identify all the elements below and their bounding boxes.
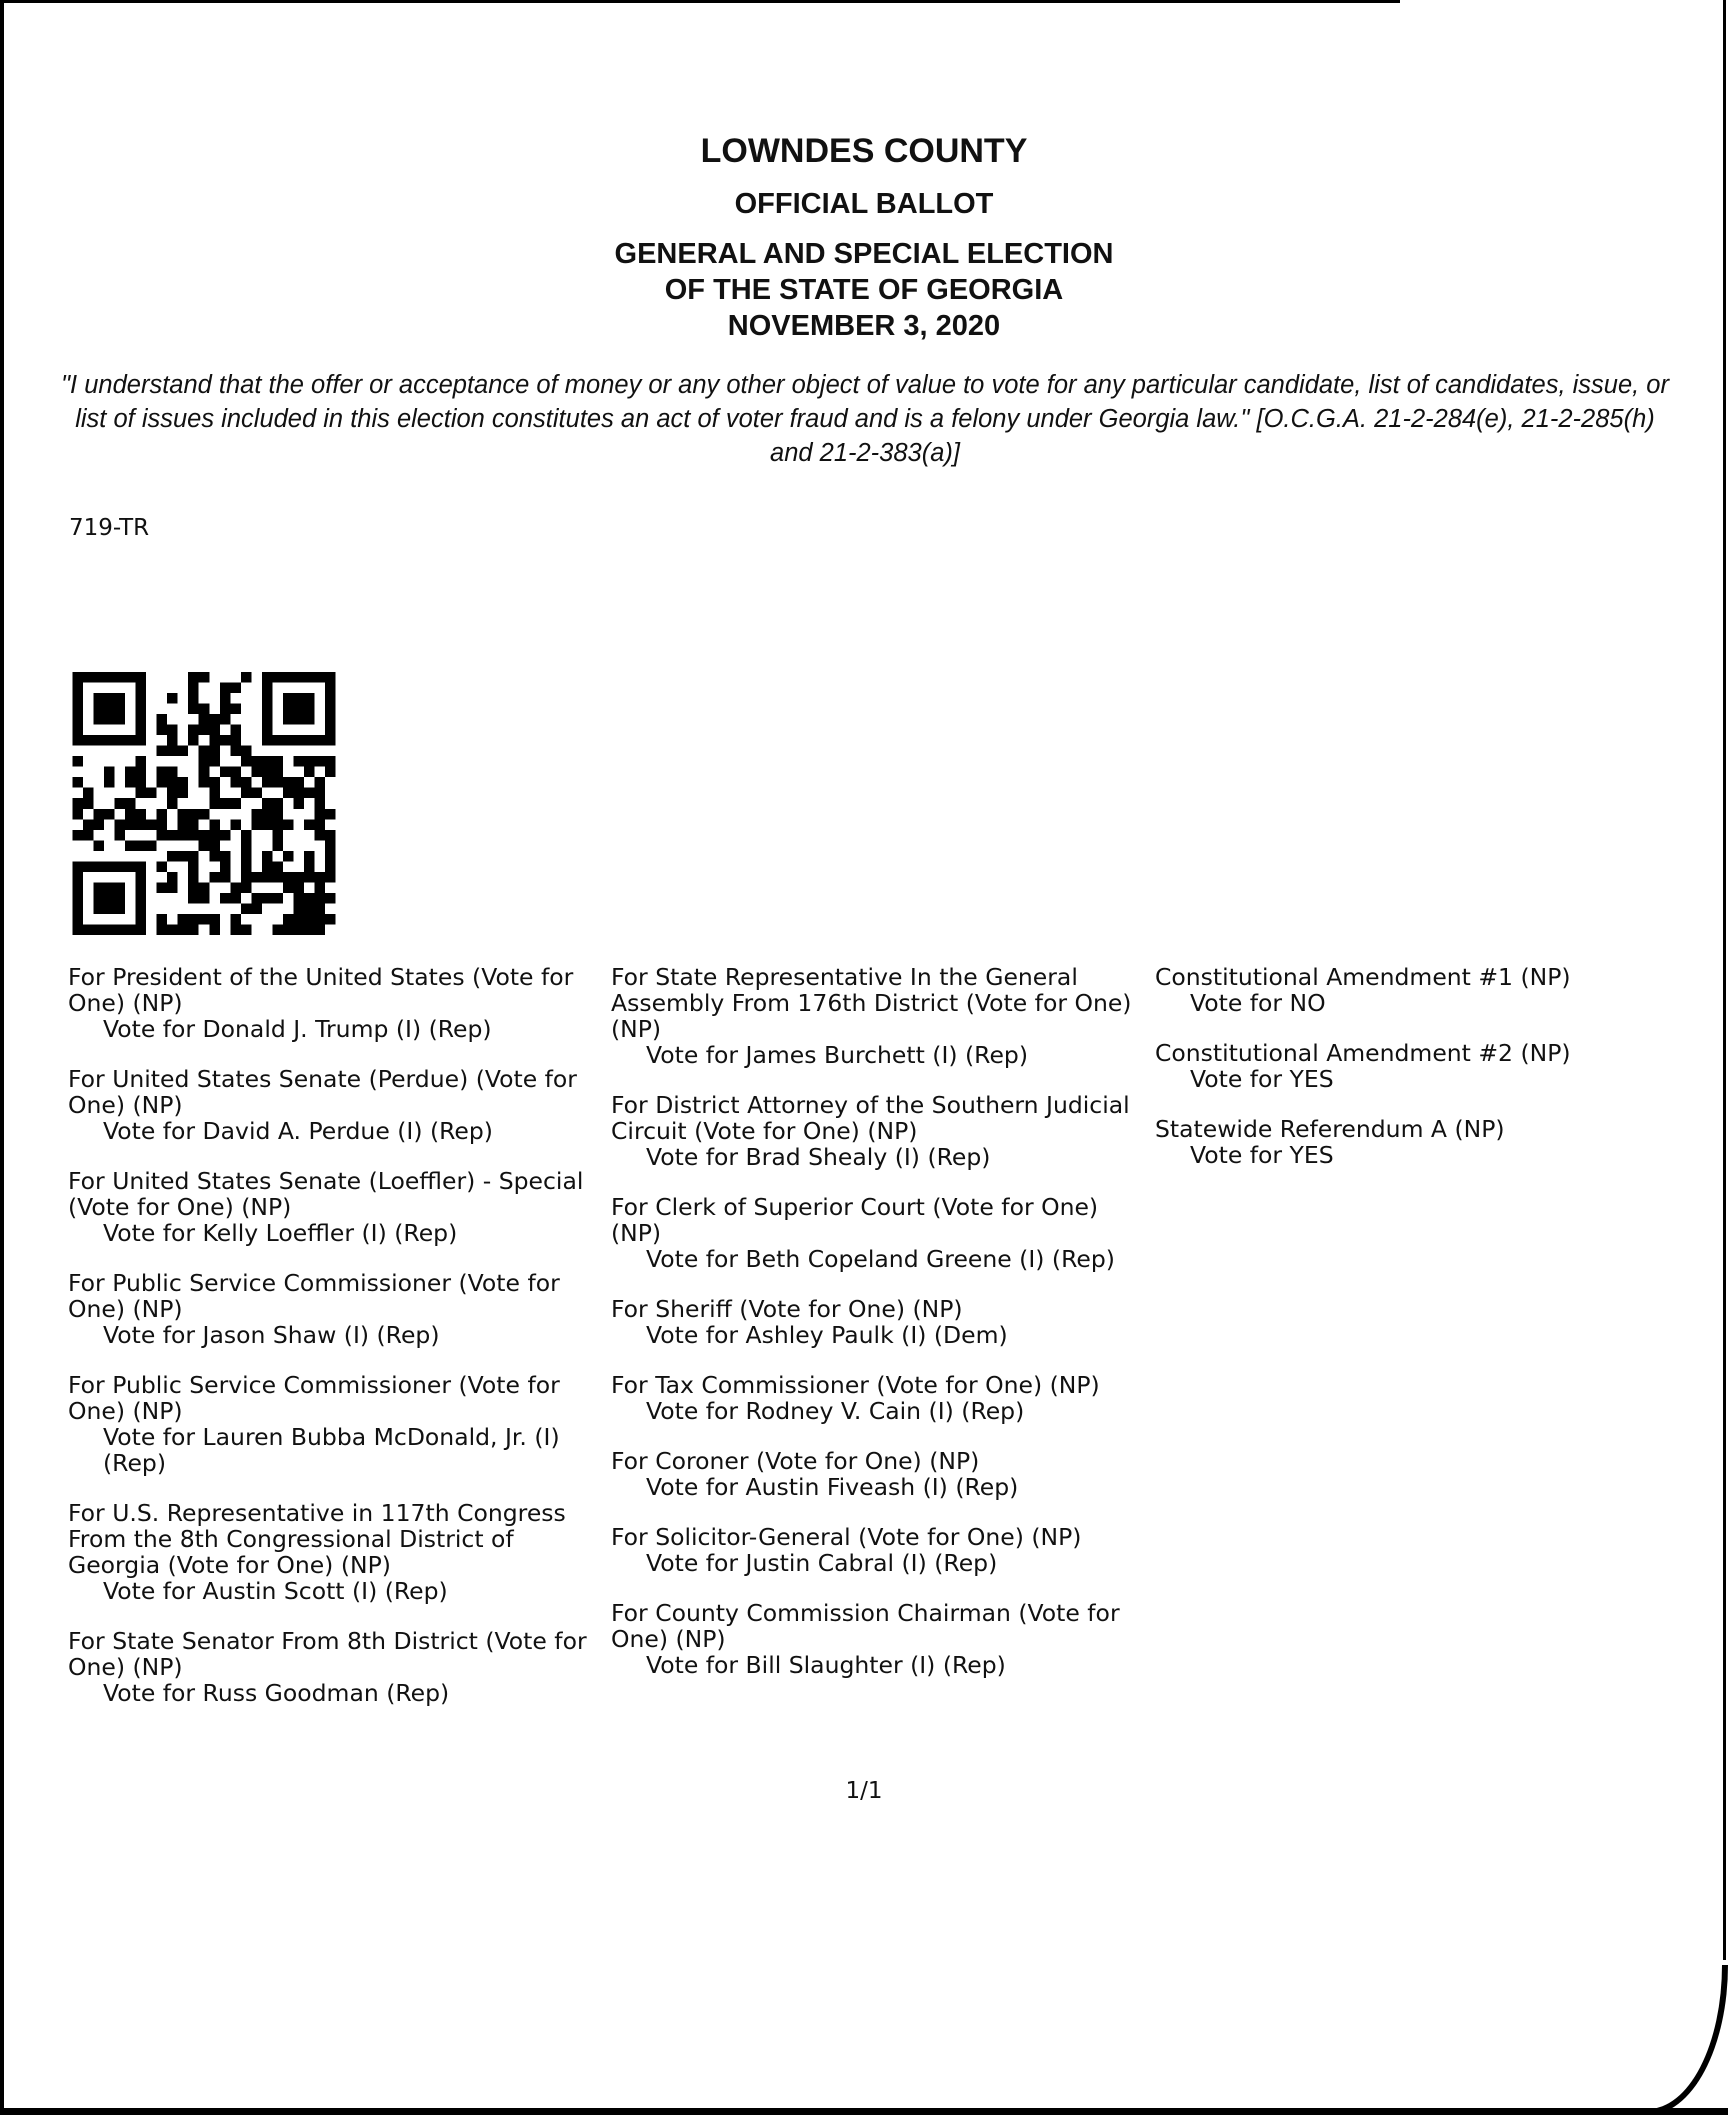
contest-selection: Vote for Kelly Loeffler (I) (Rep) [103, 1219, 458, 1247]
contest-block [68, 1066, 608, 1144]
contest-block [1155, 1040, 1675, 1092]
contest-selection: Vote for Beth Copeland Greene (I) (Rep) [646, 1245, 1115, 1273]
contest-title: For District Attorney of the Southern Judicial Circuit (Vote for One) (NP) [611, 1091, 1130, 1145]
contest-title: For Public Service Commissioner (Vote for One) (NP) [68, 1371, 560, 1425]
contest-selection: Vote for Bill Slaughter (I) (Rep) [646, 1651, 1006, 1679]
contest-block [611, 1600, 1151, 1678]
contest-title: For President of the United States (Vote for One) (NP) [68, 963, 574, 1017]
contest-selection: Vote for Brad Shealy (I) (Rep) [646, 1143, 991, 1171]
contest-title: For United States Senate (Loeffler) - Special (Vote for One) (NP) [68, 1167, 584, 1221]
contest-selection: Vote for NO [1190, 989, 1326, 1017]
contest-block [68, 1372, 608, 1476]
contest-selection: Vote for Jason Shaw (I) (Rep) [103, 1321, 440, 1349]
contest-selection: Vote for YES [1190, 1141, 1334, 1169]
contest-block [611, 1372, 1151, 1424]
contest-selection: Vote for Justin Cabral (I) (Rep) [646, 1549, 998, 1577]
election-date: NOVEMBER 3, 2020 [727, 310, 1001, 342]
contest-title: Statewide Referendum A (NP) [1155, 1115, 1505, 1143]
contest-block [611, 1448, 1151, 1500]
contest-title: For Public Service Commissioner (Vote for One) (NP) [68, 1269, 560, 1323]
contest-title: For Sheriff (Vote for One) (NP) [611, 1295, 963, 1323]
county-title: LOWNDES COUNTY [700, 132, 1028, 170]
contest-selection: Vote for Russ Goodman (Rep) [103, 1679, 450, 1707]
contest-block [68, 1270, 608, 1348]
contest-title: For County Commission Chairman (Vote for One) (NP) [611, 1599, 1120, 1653]
precinct-code: 719-TR [69, 515, 150, 541]
contest-block [1155, 964, 1675, 1016]
contest-column-left [68, 964, 608, 1730]
contest-title: For State Senator From 8th District (Vote for One) (NP) [68, 1627, 587, 1681]
contest-block [68, 1628, 608, 1706]
contest-block [68, 1168, 608, 1246]
contest-selection: Vote for Austin Scott (I) (Rep) [103, 1577, 448, 1605]
contest-title: For United States Senate (Perdue) (Vote for One) (NP) [68, 1065, 577, 1119]
contest-block [611, 1092, 1151, 1170]
contest-block [611, 964, 1151, 1068]
contest-title: For Coroner (Vote for One) (NP) [611, 1447, 980, 1475]
contest-title: For Clerk of Superior Court (Vote for One) (NP) [611, 1193, 1099, 1247]
contest-column-middle [611, 964, 1151, 1702]
contest-selection: Vote for Austin Fiveash (I) (Rep) [646, 1473, 1019, 1501]
scan-border-top [0, 0, 1400, 3]
ballot-header [0, 128, 1728, 344]
contest-block [68, 964, 608, 1042]
election-line-1: GENERAL AND SPECIAL ELECTION [614, 238, 1114, 270]
contest-selection: Vote for YES [1190, 1065, 1334, 1093]
contest-selection: Vote for Ashley Paulk (I) (Dem) [646, 1321, 1008, 1349]
page-curl-corner [1648, 1965, 1728, 2115]
contest-selection: Vote for David A. Perdue (I) (Rep) [103, 1117, 493, 1145]
scan-border-bottom [0, 2108, 1728, 2115]
contest-selection: Vote for James Burchett (I) (Rep) [646, 1041, 1029, 1069]
contest-selection: Vote for Donald J. Trump (I) (Rep) [103, 1015, 492, 1043]
contest-block [611, 1524, 1151, 1576]
contest-title: For U.S. Representative in 117th Congress From the 8th Congressional District of Georgia (Vote for One) (NP) [68, 1499, 566, 1579]
qr-code-icon [66, 672, 342, 935]
contest-selection: Vote for Rodney V. Cain (I) (Rep) [646, 1397, 1025, 1425]
contest-block [611, 1296, 1151, 1348]
voter-fraud-notice: "I understand that the offer or acceptance of money or any other object of value to vote for any particular candidate, list of candidates, issue, or list of issues included in this election constitutes an act of voter fraud and is a felony under Georgia law." [O.C.G.A. 21-2-284(e), 21-2-285(h) and 21-2-383(a)] [61, 371, 1669, 467]
contest-selection: Vote for Lauren Bubba McDonald, Jr. (I) (Rep) [103, 1423, 560, 1477]
contest-title: Constitutional Amendment #1 (NP) [1155, 963, 1571, 991]
contest-title: Constitutional Amendment #2 (NP) [1155, 1039, 1571, 1067]
contest-block [68, 1500, 608, 1604]
ballot-type: OFFICIAL BALLOT [734, 188, 994, 220]
election-title [0, 236, 1728, 344]
contest-block [1155, 1116, 1675, 1168]
contest-column-right [1155, 964, 1675, 1192]
contest-block [611, 1194, 1151, 1272]
contest-title: For State Representative In the General Assembly From 176th District (Vote for One) (NP) [611, 963, 1132, 1043]
page-number: 1/1 [845, 1778, 883, 1804]
election-line-2: OF THE STATE OF GEORGIA [664, 274, 1064, 306]
contest-title: For Solicitor-General (Vote for One) (NP) [611, 1523, 1082, 1551]
contest-title: For Tax Commissioner (Vote for One) (NP) [611, 1371, 1100, 1399]
